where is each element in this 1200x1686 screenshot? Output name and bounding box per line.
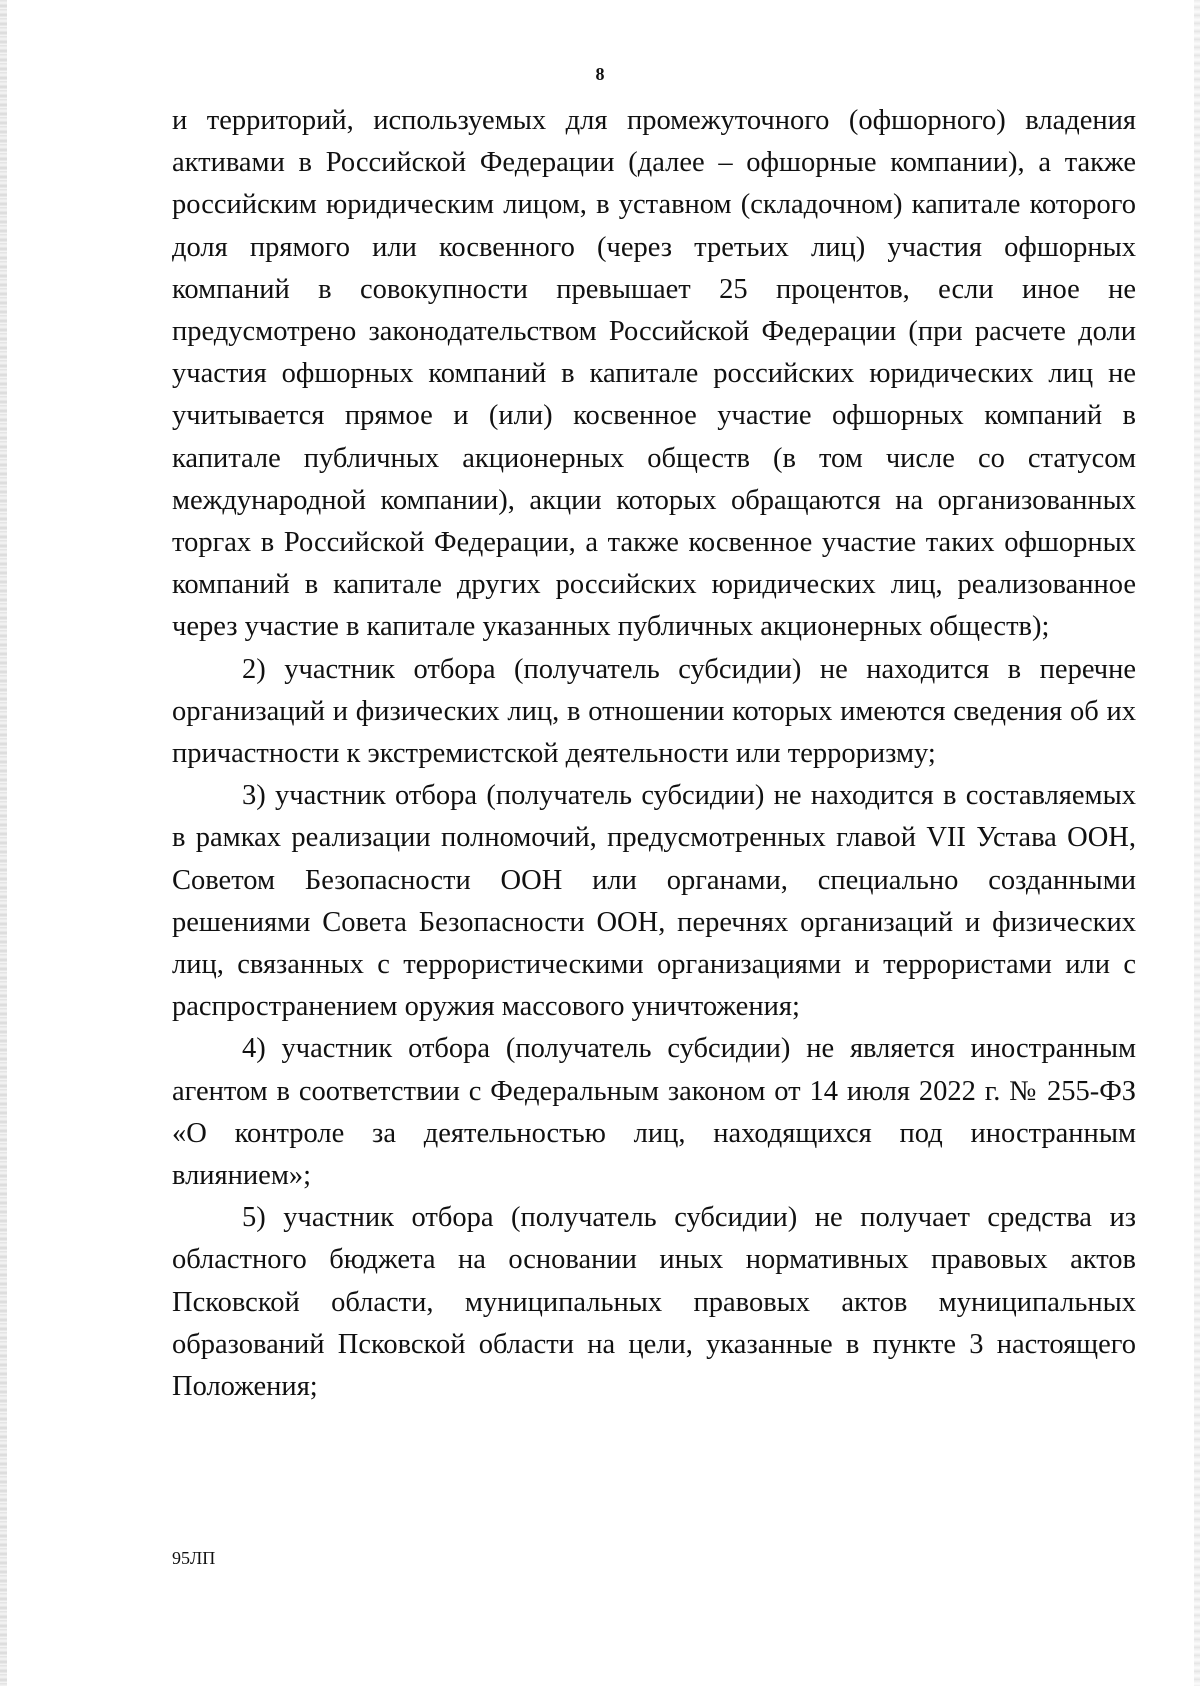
paragraph-item-3: 3) участник отбора (получатель субсидии) не находится в составляемых в рамках реализации полномочий, предусмотренных главой VII Устава ООН, Советом Безопасности ООН или органами, специально созданными решениями Совета Безопасности ООН, перечнях организаций и физических лиц, связанных с террористическими организациями и террористами или с распространением оружия массового уничтожения; xyxy=(172,780,1136,1023)
scan-edge-right xyxy=(1194,0,1200,1686)
paragraph-item-5: 5) участник отбора (получатель субсидии) не получает средства из областного бюджета на основании иных нормативных правовых актов Псковской области, муниципальных правовых актов муниципальных образований Псковской области на цели, указанные в пункте 3 настоящего Положения; xyxy=(172,1202,1136,1403)
document-code: 95ЛП xyxy=(172,1548,216,1568)
paragraph-item-2: 2) участник отбора (получатель субсидии) не находится в перечне организаций и физических лиц, в отношении которых имеются сведения об их причастности к экстремистской деятельности или терроризму; xyxy=(172,653,1136,770)
page-number: 8 xyxy=(595,64,605,84)
document-body xyxy=(172,100,1136,1408)
scan-edge-left xyxy=(0,0,7,1686)
paragraph-continuation: и территорий, используемых для промежуточного (офшорного) владения активами в Российской Федерации (далее – офшорные компании), а также российским юридическим лицом, в уставном (складочном) капитале которого доля прямого или косвенного (через третьих лиц) участия офшорных компаний в совокупности превышает 25 процентов, если иное не предусмотрено законодательством Российской Федерации (при расчете доли участия офшорных компаний в капитале российских юридических лиц не учитывается прямое и (или) косвенное участие офшорных компаний в капитале публичных акционерных обществ (в том числе со статусом международной компании), акции которых обращаются на организованных торгах в Российской Федерации, а также косвенное участие таких офшорных компаний в капитале других российских юридических лиц, реализованное через участие в капитале указанных публичных акционерных обществ); xyxy=(172,105,1136,643)
paragraph-item-4: 4) участник отбора (получатель субсидии) не является иностранным агентом в соответствии с Федеральным законом от 14 июля 2022 г. № 255-ФЗ «О контроле за деятельностью лиц, находящихся под иностранным влиянием»; xyxy=(172,1033,1136,1192)
